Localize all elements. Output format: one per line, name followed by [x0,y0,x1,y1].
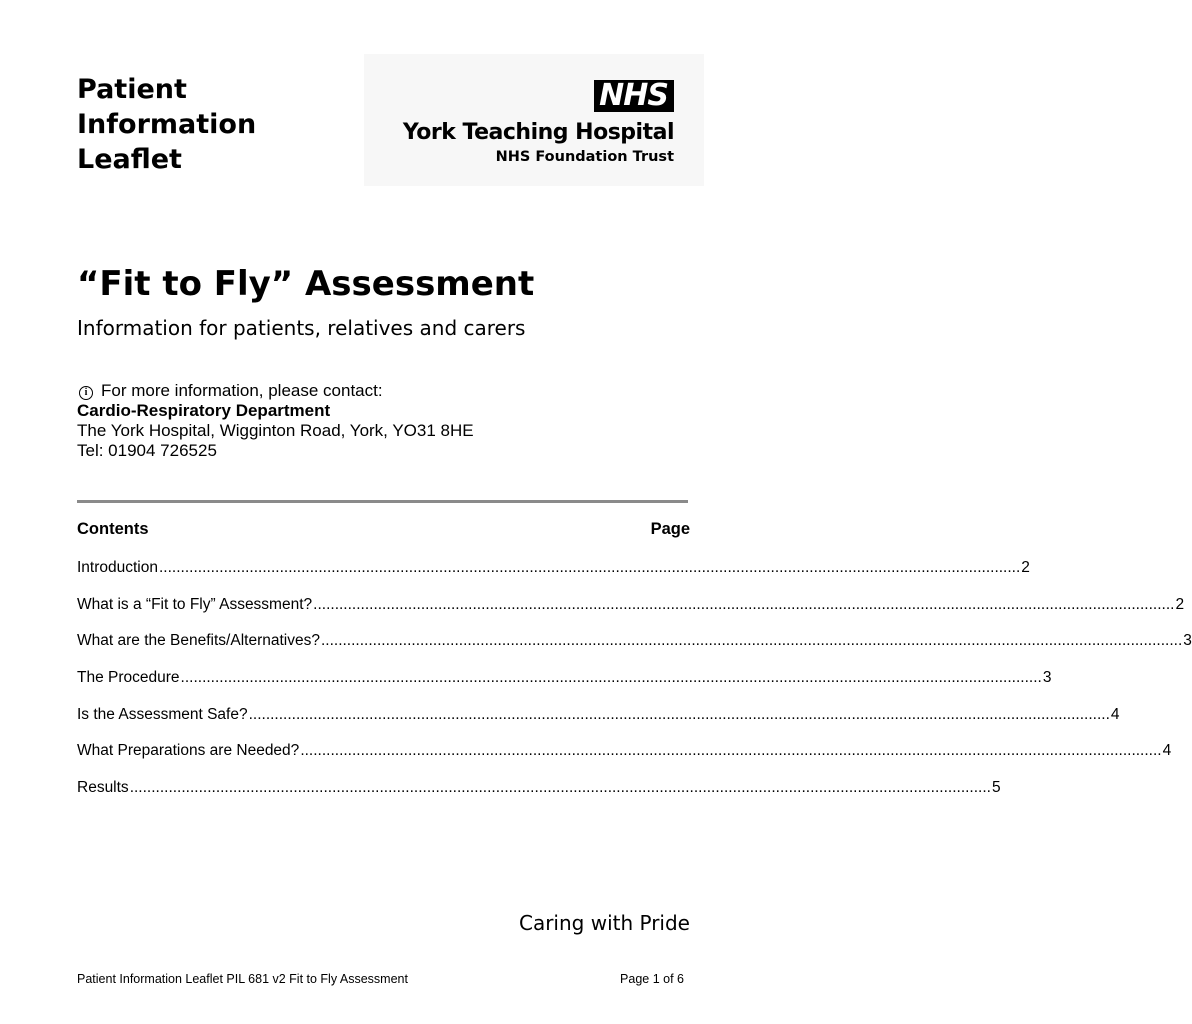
nhs-badge: NHS [594,80,674,112]
toc-entry[interactable] [77,632,1192,669]
info-icon: i [79,386,93,400]
footer-document-id: Patient Information Leaflet PIL 681 v2 Fit to Fly Assessment [77,972,408,986]
toc-entry-page: 3 [1183,632,1192,650]
contact-department: Cardio-Respiratory Department [77,401,331,420]
contact-intro: For more information, please contact: [101,381,383,400]
nhs-logo [364,54,704,186]
footer-page-number: Page 1 of 6 [620,972,684,986]
page-title: “Fit to Fly” Assessment [77,264,535,304]
page-heading: Page [650,520,690,538]
toc-entry-title: What Preparations are Needed? [77,742,300,760]
trust-name: York Teaching Hospital [402,120,674,145]
toc-entry-page: 2 [1175,595,1185,613]
trust-subtitle: NHS Foundation Trust [495,149,674,165]
toc-leader: ........................................................................................................................................................................................................ [320,632,1183,650]
contact-phone: Tel: 01904 726525 [77,441,217,460]
toc-entry-page: 4 [1162,742,1172,760]
toc-entry-page: 5 [991,779,1001,797]
divider [77,500,688,503]
tagline: Caring with Pride [518,911,690,935]
contents-heading: Contents [77,520,149,538]
contact-intro-line [77,381,474,401]
toc-leader: ........................................................................................................................................................................................................ [248,705,1110,723]
contents-header [77,520,690,539]
toc-leader: ........................................................................................................................................................................................................ [159,559,1021,576]
toc-entry-title: The Procedure [77,669,180,687]
contact-block [77,381,474,461]
leaflet-label-line: Patient [77,74,187,105]
leaflet-label [77,72,256,177]
toc-leader: ........................................................................................................................................................................................................ [300,742,1162,760]
toc-entry-title: What are the Benefits/Alternatives? [77,632,320,650]
toc-entry-title: Introduction [77,559,158,576]
toc-entry-title: What is a “Fit to Fly” Assessment? [77,595,313,613]
table-of-contents [77,559,1192,816]
toc-entry[interactable] [77,705,1120,743]
toc-entry-title: Results [77,779,129,797]
leaflet-label-line: Leaflet [77,144,182,175]
toc-entry-page: 2 [1021,559,1030,576]
toc-entry[interactable] [77,669,1052,706]
toc-leader: ........................................................................................................................................................................................................ [180,669,1042,687]
toc-leader: ........................................................................................................................................................................................................ [313,595,1175,613]
page-subtitle: Information for patients, relatives and carers [77,316,526,340]
leaflet-label-line: Information [77,109,257,140]
toc-leader: ........................................................................................................................................................................................................ [129,779,991,797]
toc-entry-page: 3 [1042,669,1052,687]
toc-entry[interactable] [77,779,1001,816]
toc-entry[interactable] [77,559,1030,596]
toc-entry[interactable] [77,595,1185,633]
toc-entry-page: 4 [1110,705,1120,723]
toc-entry[interactable] [77,742,1172,779]
toc-entry-title: Is the Assessment Safe? [77,705,248,723]
contact-address: The York Hospital, Wigginton Road, York, YO31 8HE [77,421,474,440]
